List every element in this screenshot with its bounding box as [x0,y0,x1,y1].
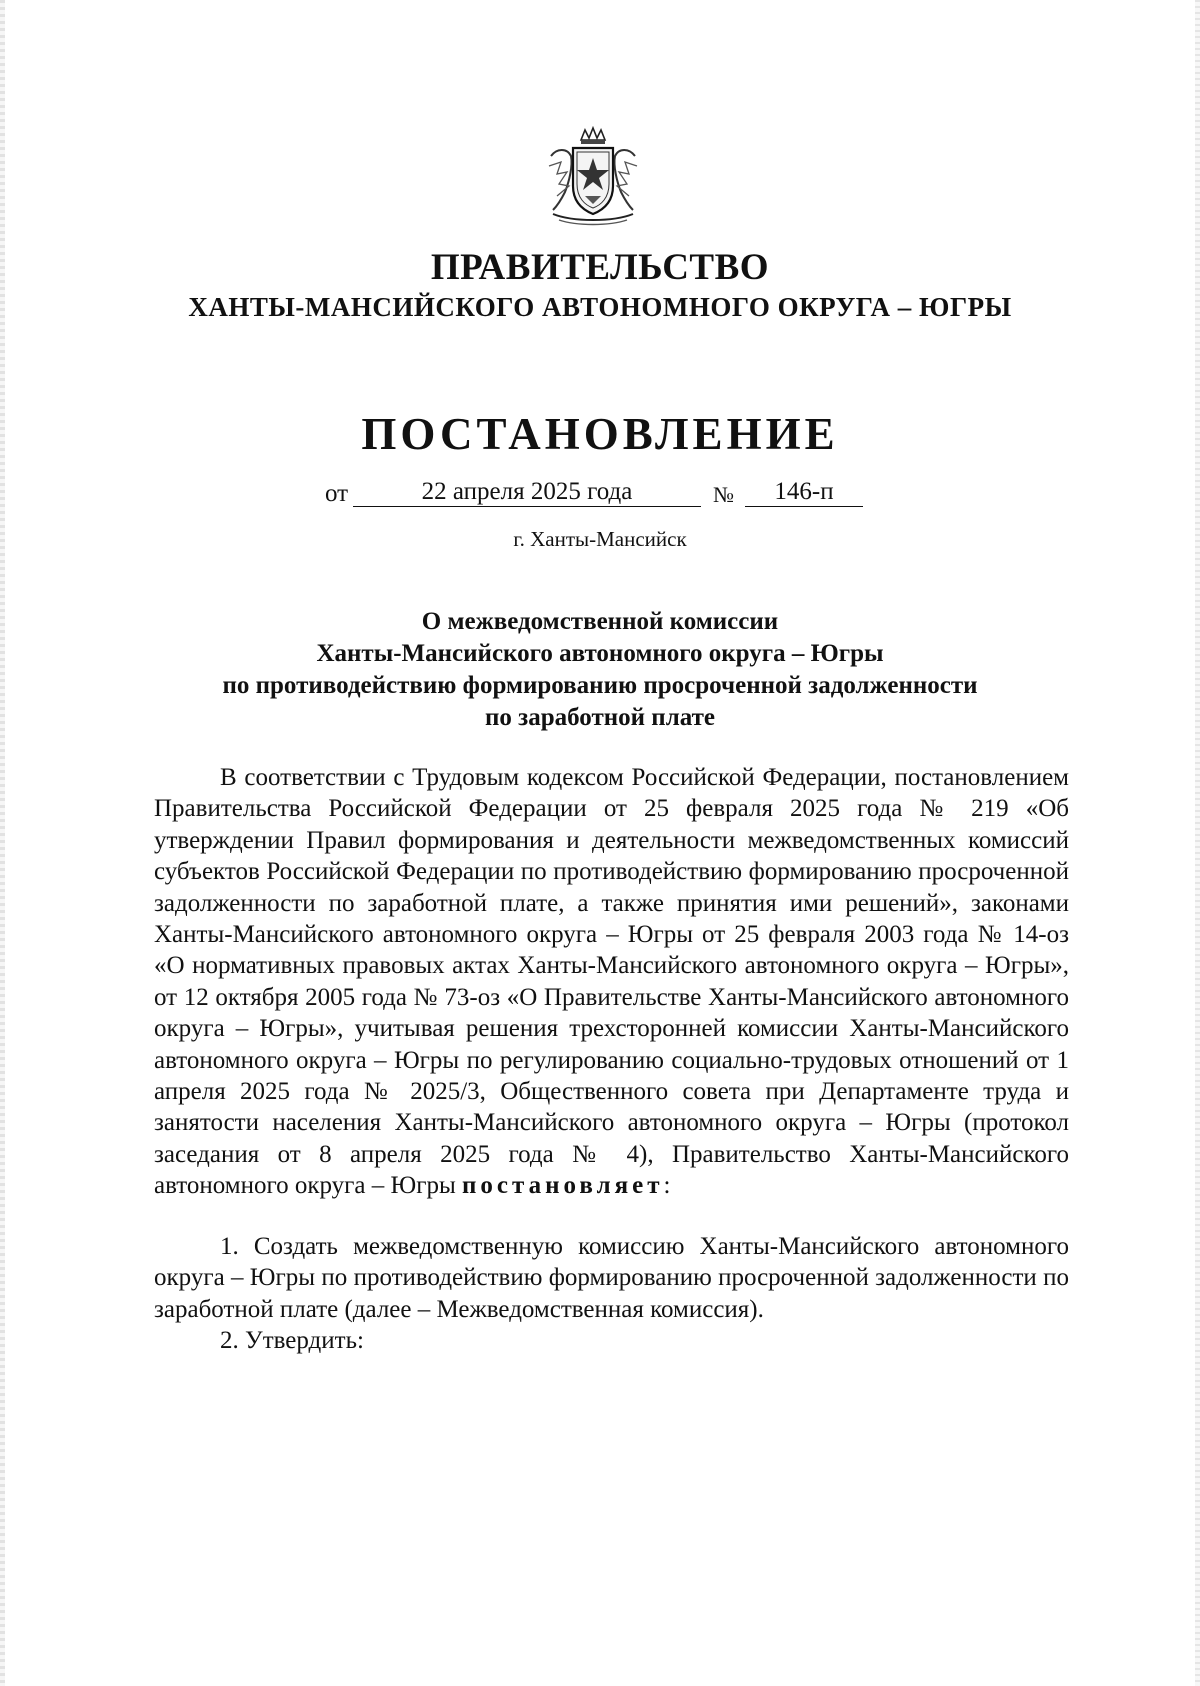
subject-line-2: Ханты-Мансийского автономного округа – Югры [316,640,884,667]
subject-line-1: О межведомственной комиссии [421,608,779,635]
organization-header [0,246,1200,324]
city-location: г. Ханты-Мансийск [513,527,687,551]
document-date: 22 апреля 2025 года [353,478,701,507]
header-line-2: ХАНТЫ-МАНСИЙСКОГО АВТОНОМНОГО ОКРУГА – ЮГРЫ [188,292,1012,322]
number-sign: № [713,482,734,507]
date-number-line [325,478,885,512]
header-line-1: ПРАВИТЕЛЬСТВО [430,247,770,288]
subject-line-3: по противодействию формированию просроченной задолженности [222,672,978,699]
document-body [154,762,1069,1356]
subject-line-4: по заработной плате [485,704,715,731]
preamble-text: В соответствии с Трудовым кодексом Российской Федерации, постановлением Правительства Российской Федерации от 25 февраля 2025 года № 219 «Об утверждении Правил формирования и деятельности межведомственных комиссий субъектов Российской Федерации по противодействию формированию просроченной задолженности по заработной плате, а также принятия ими решений», законами Ханты-Мансийского автономного округа – Югры от 25 февраля 2003 года № 14-оз «О нормативных правовых актах Ханты-Мансийского автономного округа – Югры», от 12 октября 2005 года № 73-оз «О Правительстве Ханты-Мансийского автономного округа – Югры», учитывая решения трехсторонней комиссии Ханты-Мансийского автономного округа – Югры по регулированию социально-трудовых отношений от 1 апреля 2025 года № 2025/3, Общественного совета при Департаменте труда и занятости населения Ханты-Мансийского автономного округа – Югры (протокол заседания от 8 апреля 2025 года № 4), Правительство Ханты-Мансийского автономного округа – Югры [154,764,1069,1200]
decree-colon: : [663,1172,671,1200]
document-number: 146-п [745,478,863,507]
coat-of-arms-icon [543,126,643,228]
document-subject [150,606,1050,734]
item-2-paragraph: 2. Утвердить: [220,1326,364,1354]
date-prefix: от [325,480,349,507]
document-type-title: ПОСТАНОВЛЕНИЕ [361,409,839,459]
item-1-paragraph: 1. Создать межведомственную комиссию Ханты-Мансийского автономного округа – Югры по противодействию формированию просроченной задолженности по заработной плате (далее – Межведомственная комиссия). [154,1232,1069,1323]
decree-word: постановляет [462,1172,664,1200]
preamble-paragraph [154,762,1069,1202]
